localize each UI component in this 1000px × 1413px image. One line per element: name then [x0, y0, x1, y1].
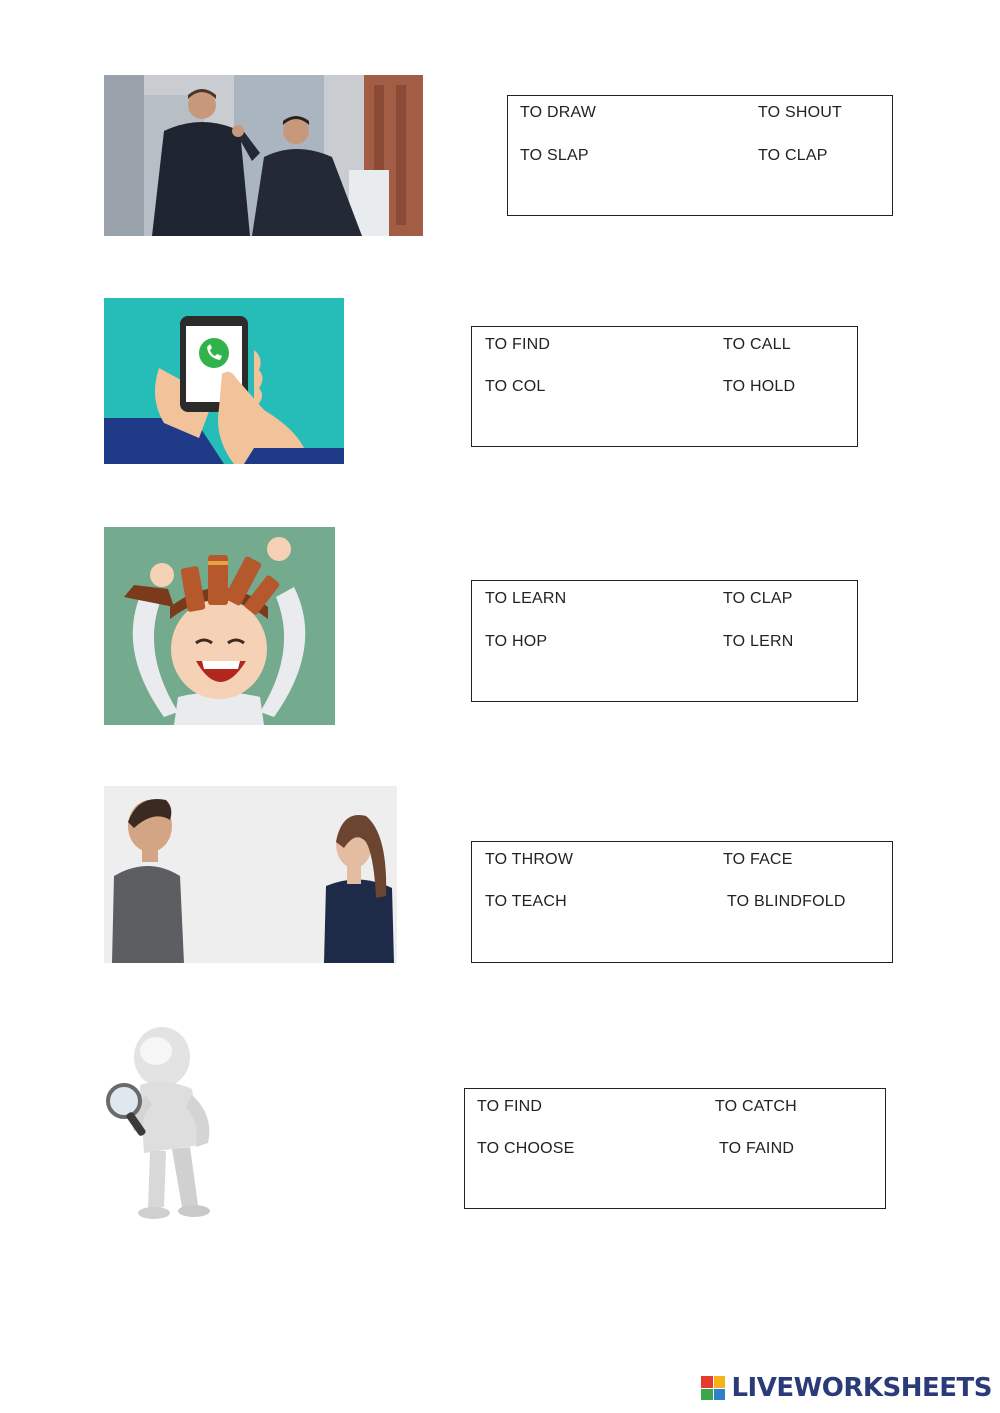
option-to-faind[interactable]: TO FAIND: [719, 1140, 795, 1157]
option-to-draw[interactable]: TO DRAW: [520, 104, 597, 121]
option-to-catch[interactable]: TO CATCH: [715, 1098, 797, 1115]
option-to-throw[interactable]: TO THROW: [485, 851, 574, 868]
picture-phone-call: [104, 298, 344, 464]
option-to-hold[interactable]: TO HOLD: [723, 378, 796, 395]
option-to-find[interactable]: TO FIND: [477, 1098, 543, 1115]
option-to-clap[interactable]: TO CLAP: [758, 147, 828, 164]
answer-box-4: [471, 841, 893, 963]
option-to-face[interactable]: TO FACE: [723, 851, 793, 868]
liveworksheets-icon: [701, 1376, 725, 1400]
option-to-learn[interactable]: TO LEARN: [485, 590, 567, 607]
option-to-slap[interactable]: TO SLAP: [520, 147, 589, 164]
picture-boy-learning-books: [104, 527, 335, 725]
option-to-blindfold[interactable]: TO BLINDFOLD: [727, 893, 846, 910]
option-to-clap[interactable]: TO CLAP: [723, 590, 793, 607]
answer-box-2: [471, 326, 858, 447]
liveworksheets-logo: [701, 1373, 992, 1403]
option-to-hop[interactable]: TO HOP: [485, 633, 548, 650]
option-to-shout[interactable]: TO SHOUT: [758, 104, 842, 121]
option-to-teach[interactable]: TO TEACH: [485, 893, 567, 910]
answer-box-1: [507, 95, 893, 216]
option-to-call[interactable]: TO CALL: [723, 336, 791, 353]
option-to-find[interactable]: TO FIND: [485, 336, 551, 353]
picture-businessmen-talking: [104, 75, 423, 236]
option-to-col[interactable]: TO COL: [485, 378, 546, 395]
brand-name: LIVEWORKSHEETS: [731, 1373, 992, 1403]
picture-figure-magnifying-glass: [104, 1025, 222, 1220]
option-to-choose[interactable]: TO CHOOSE: [477, 1140, 575, 1157]
picture-man-woman-facing: [104, 786, 397, 963]
answer-box-5: [464, 1088, 886, 1209]
option-to-lern[interactable]: TO LERN: [723, 633, 794, 650]
answer-box-3: [471, 580, 858, 702]
